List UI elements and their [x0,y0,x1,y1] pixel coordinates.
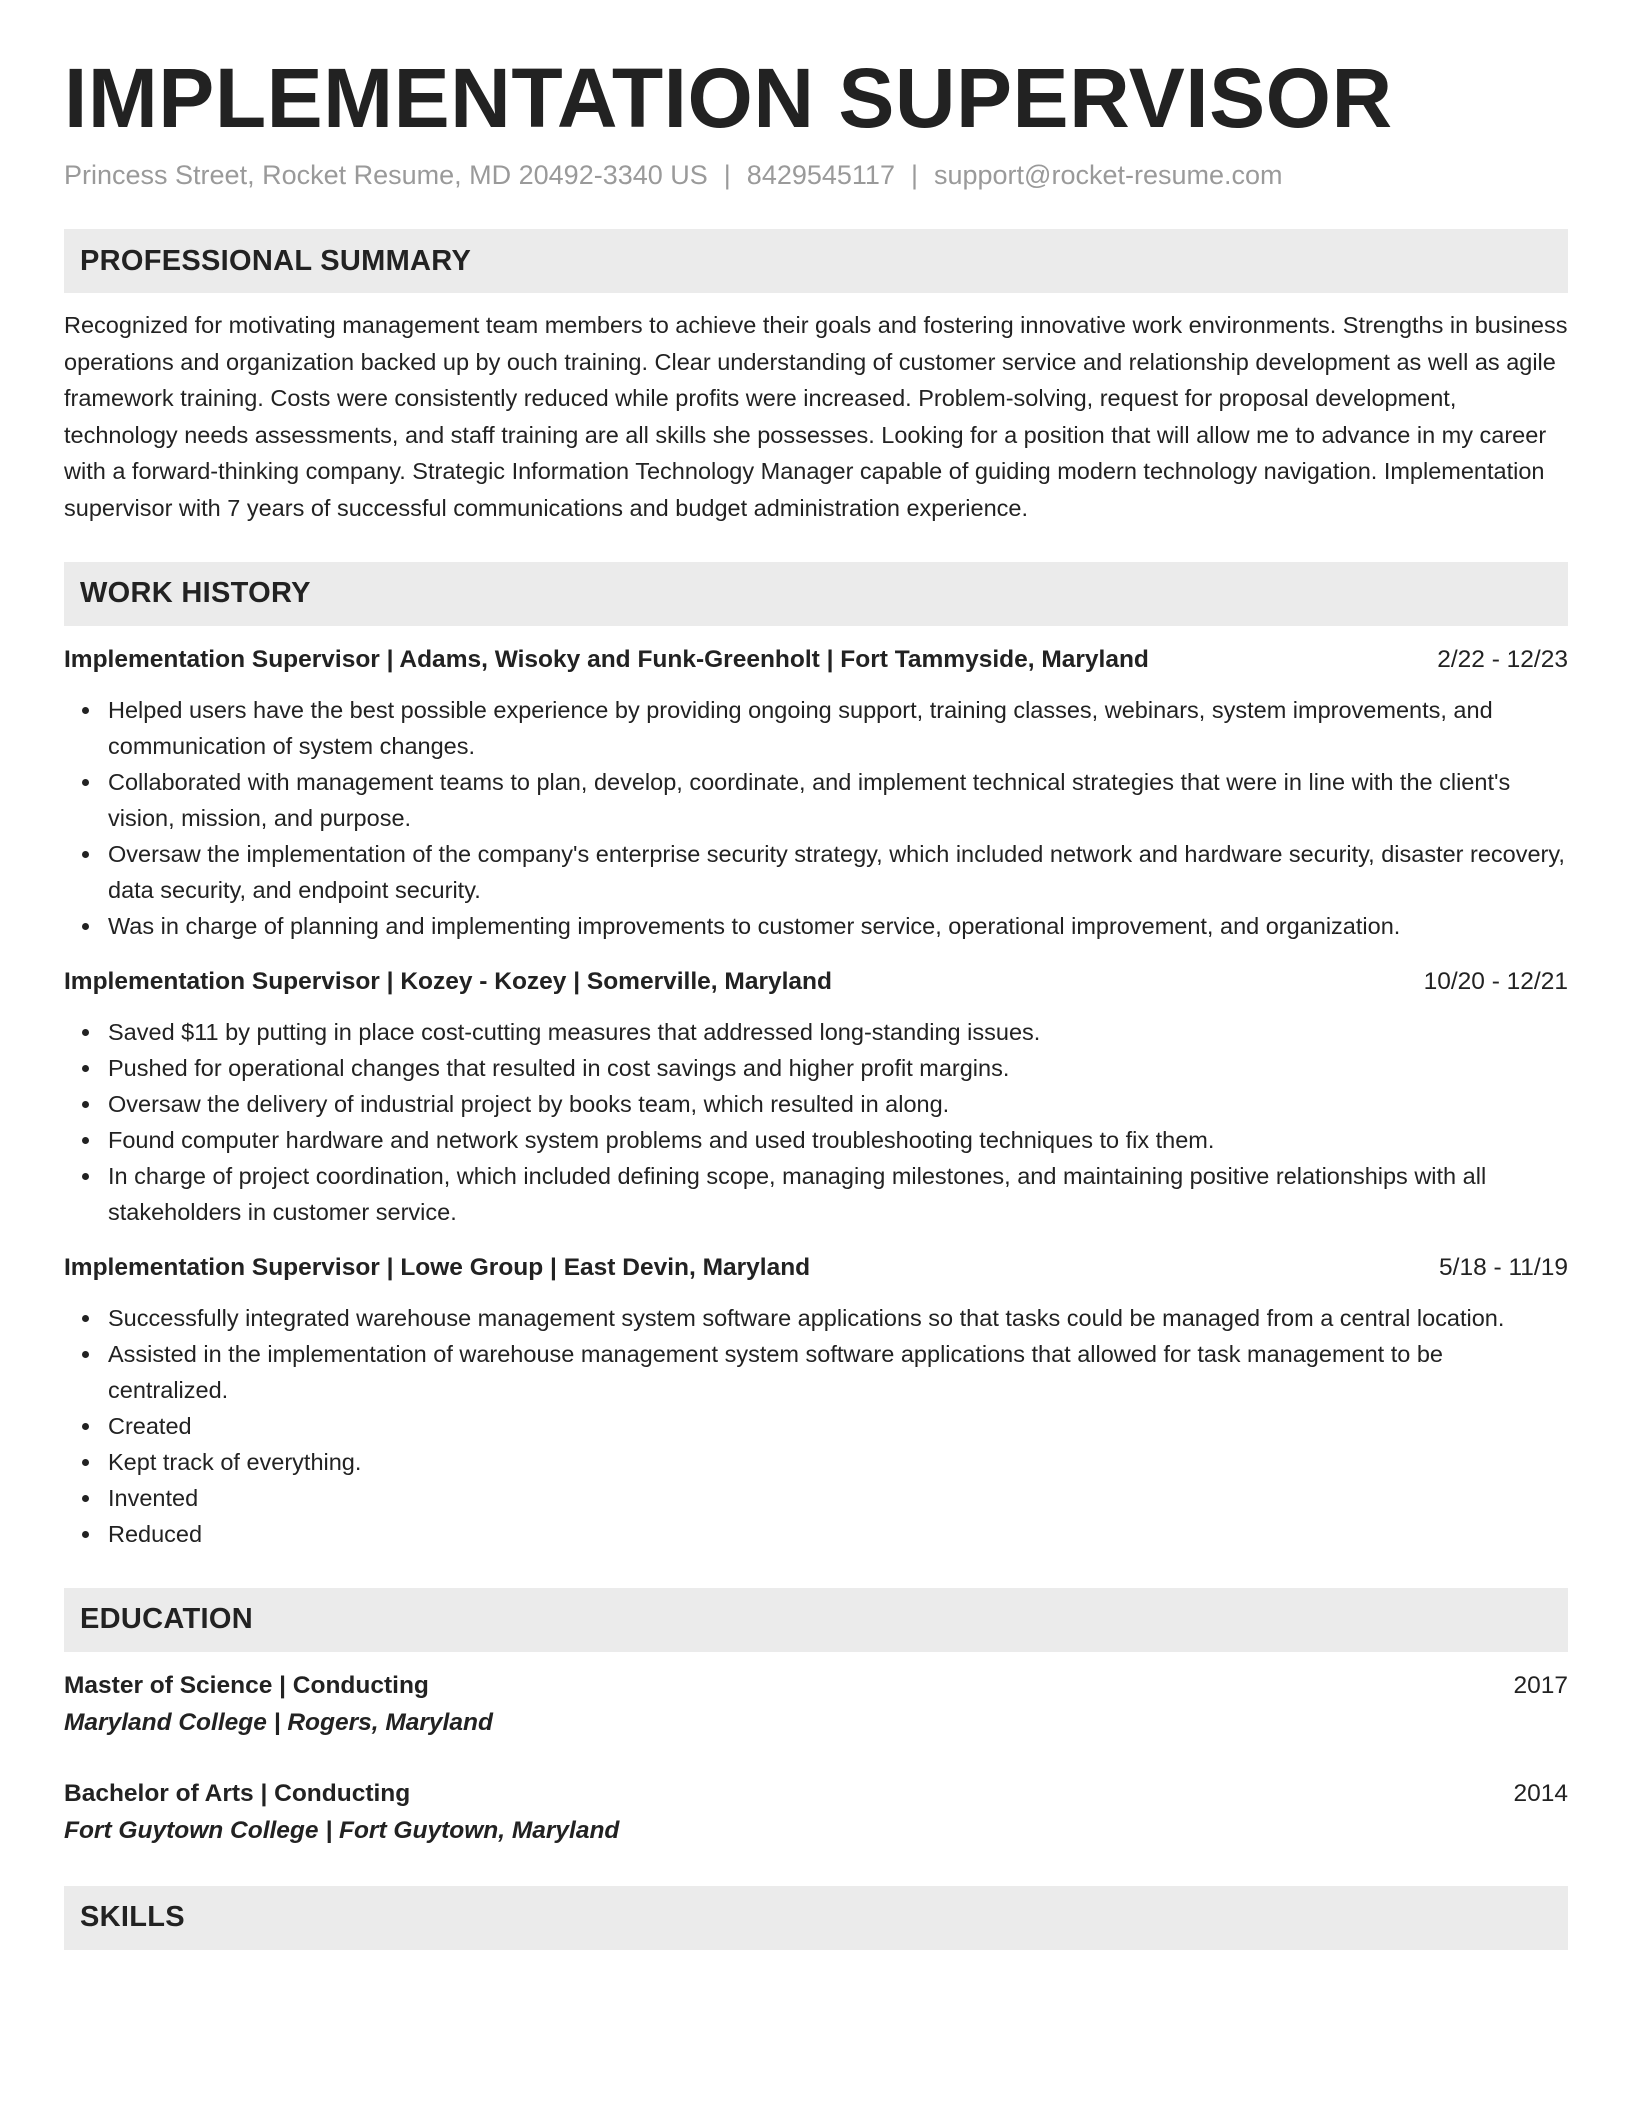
contact-phone: 8429545117 [746,160,895,191]
job-bullet: Created [108,1408,1568,1444]
section-header-work-history [64,562,1568,626]
education-year: 2014 [1513,1779,1568,1807]
job-bullet: Pushed for operational changes that resulted in cost savings and higher profit margins. [108,1050,1568,1086]
job-bullets [64,692,1568,944]
job-bullet: Saved $11 by putting in place cost-cutting measures that addressed long-standing issues. [108,1014,1568,1050]
education-entry [64,1776,1568,1850]
job-entry [64,642,1568,944]
job-dates: 5/18 - 11/19 [1439,1253,1568,1281]
job-dates: 2/22 - 12/23 [1437,645,1568,673]
section-title-summary: PROFESSIONAL SUMMARY [80,244,472,277]
job-bullet: Collaborated with management teams to plan, develop, coordinate, and implement technical strategies that were in line with the client's vision, mission, and purpose. [108,764,1568,836]
education-school: Maryland College | Rogers, Maryland [64,1708,493,1736]
contact-email: support@rocket-resume.com [933,160,1283,191]
job-bullet: Oversaw the implementation of the company's enterprise security strategy, which included network and hardware security, disaster recovery, data security, and endpoint security. [108,836,1568,908]
contact-line [64,158,1568,193]
job-entry [64,964,1568,1230]
section-header-skills [64,1886,1568,1950]
education-entry [64,1668,1568,1742]
education-degree: Bachelor of Arts | Conducting [64,1779,411,1807]
job-bullet: Kept track of everything. [108,1444,1568,1480]
job-bullet: Found computer hardware and network system problems and used troubleshooting techniques to fix them. [108,1122,1568,1158]
contact-separator: | [910,160,918,191]
section-title-education: EDUCATION [80,1603,253,1636]
education-year: 2017 [1513,1671,1568,1699]
job-header [64,642,1568,678]
contact-address: Princess Street, Rocket Resume, MD 20492-3340 US [64,160,708,191]
summary-text: Recognized for motivating management team members to achieve their goals and fostering innovative work environments. Strengths in business operations and organization backed up by ouch training. Clear understanding of customer service and relationship development as well as agile framework training. Costs were consistently reduced while profits were increased. Problem-solving, request for proposal development, technology needs assessments, and staff training are all skills she possesses. Looking for a position that will allow me to advance in my career with a forward-thinking company. Strategic Information Technology Manager capable of guiding modern technology navigation. Implementation supervisor with 7 years of successful communications and budget administration experience. [64,312,1568,521]
job-bullet: Helped users have the best possible experience by providing ongoing support, training classes, webinars, system improvements, and communication of system changes. [108,692,1568,764]
section-header-education [64,1588,1568,1652]
job-bullet: In charge of project coordination, which included defining scope, managing milestones, and maintaining positive relationships with all stakeholders in customer service. [108,1158,1568,1230]
education-header [64,1668,1568,1704]
job-bullet: Was in charge of planning and implementing improvements to customer service, operational improvement, and organization. [108,908,1568,944]
job-dates: 10/20 - 12/21 [1423,967,1568,995]
education-school: Fort Guytown College | Fort Guytown, Maryland [64,1816,620,1844]
job-bullet: Oversaw the delivery of industrial project by books team, which resulted in along. [108,1086,1568,1122]
section-title-work-history: WORK HISTORY [80,577,311,610]
job-entry [64,1250,1568,1552]
resume-name: IMPLEMENTATION SUPERVISOR [64,51,1393,145]
job-header [64,1250,1568,1286]
job-bullet: Successfully integrated warehouse management system software applications so that tasks could be managed from a central location. [108,1300,1568,1336]
job-bullet: Assisted in the implementation of warehouse management system software applications that allowed for task management to be centralized. [108,1336,1568,1408]
job-bullets [64,1014,1568,1230]
section-title-skills: SKILLS [80,1901,185,1934]
job-title: Implementation Supervisor | Lowe Group | East Devin, Maryland [64,1253,811,1281]
job-header [64,964,1568,1000]
job-title: Implementation Supervisor | Kozey - Kozey | Somerville, Maryland [64,967,832,995]
contact-separator: | [723,160,731,191]
job-title: Implementation Supervisor | Adams, Wisoky and Funk-Greenholt | Fort Tammyside, Maryland [64,645,1149,673]
education-degree: Master of Science | Conducting [64,1671,429,1699]
job-bullet: Reduced [108,1516,1568,1552]
job-bullets [64,1300,1568,1552]
job-bullet: Invented [108,1480,1568,1516]
education-header [64,1776,1568,1812]
section-header-summary [64,229,1568,293]
